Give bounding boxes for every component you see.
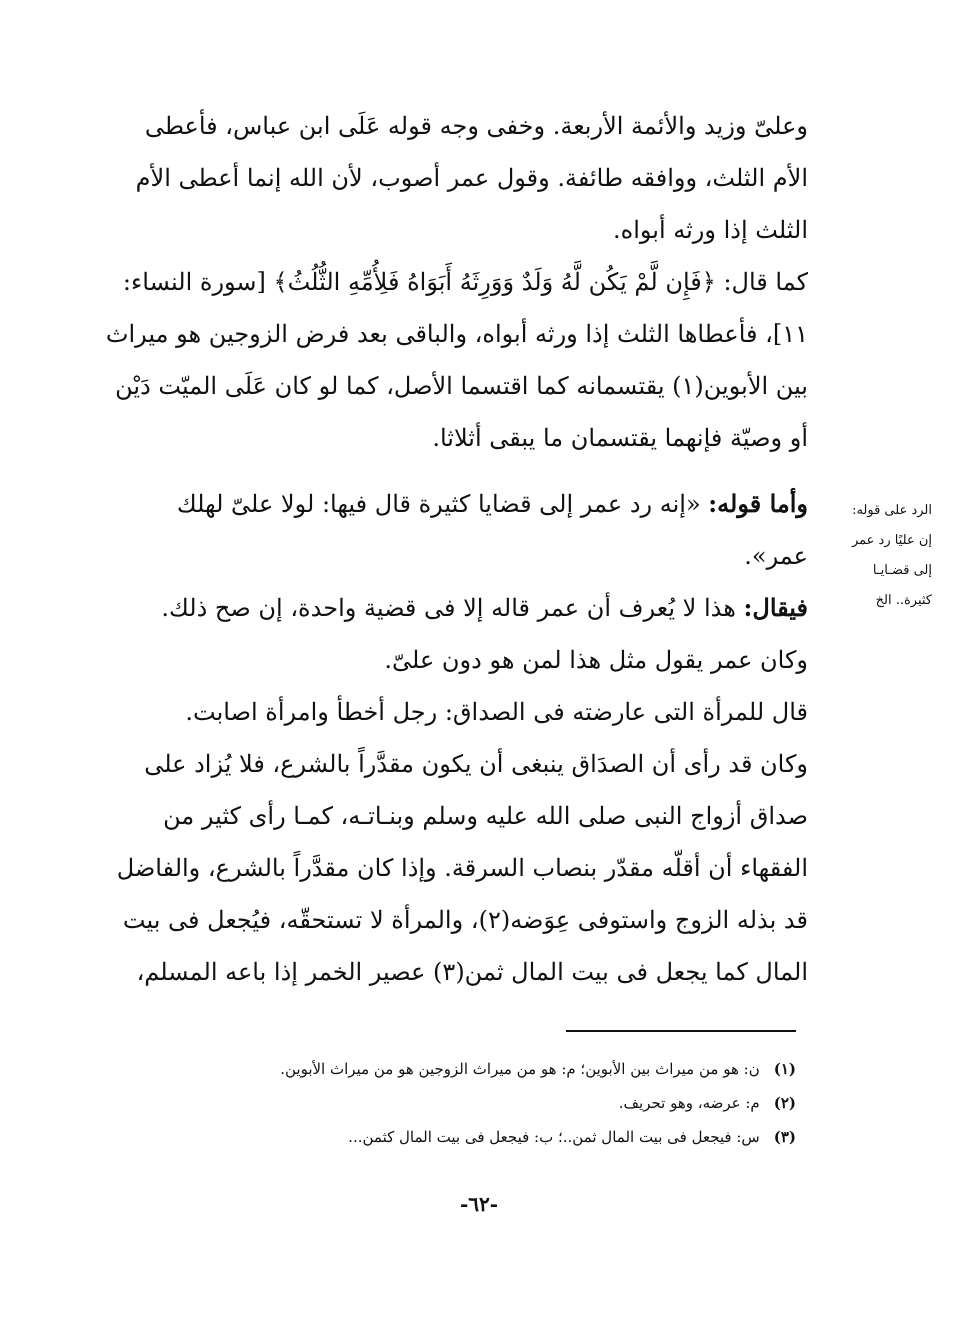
footnote-text: س: فيجعل فى بيت المال ثمن..؛ ب: فيجعل فى بيت المال كثمن...	[348, 1128, 760, 1146]
text-line: وكان عمر يقول مثل هذا لمن هو دون علىّ.	[384, 646, 808, 674]
paragraph-lead: فيقال:	[743, 593, 808, 622]
text-line: صداق أزواج النبى صلى الله عليه وسلم وبنـاتـه، كمـا رأى كثير من	[163, 802, 808, 830]
margin-note-line: إن عليًا رد عمر	[851, 533, 932, 548]
text-line: وعلىّ وزيد والأئمة الأربعة. وخفى وجه قوله عَلَى ابن عباس، فأعطى	[144, 112, 808, 140]
text-fragment: «إنه رد عمر إلى قضايا كثيرة قال فيها: لولا علىّ لهلك	[176, 490, 709, 518]
footnote-text: م: عرضه، وهو تحريف.	[618, 1094, 760, 1112]
footnote-number: (١)	[773, 1060, 796, 1078]
text-fragment: هذا لا يُعرف أن عمر قاله إلا فى قضية واحدة، إن صح ذلك.	[161, 594, 744, 622]
text-line: وكان قد رأى أن الصدَاق ينبغى أن يكون مقدَّراً بالشرع، فلا يُزاد على	[144, 750, 808, 778]
footnote	[120, 1086, 796, 1120]
text-line: الأم الثلث، ووافقه طائفة. وقول عمر أصوب، لأن الله إنما أعطى الأم	[135, 164, 808, 192]
footnote	[120, 1052, 796, 1086]
text-line	[100, 478, 808, 530]
text-line: قال للمرأة التى عارضته فى الصداق: رجل أخطأ وامرأة اصابت.	[185, 698, 808, 726]
footnote-text: ن: هو من ميراث بين الأبوين؛ م: هو من ميراث الزوجين هو من ميراث الأبوين.	[280, 1060, 760, 1078]
footnote-number: (٢)	[773, 1094, 796, 1112]
footnote-divider	[566, 1030, 796, 1032]
footnote-number: (٣)	[773, 1128, 796, 1146]
text-line: ١١]، فأعطاها الثلث إذا ورثه أبواه، والباقى بعد فرض الزوجين هو ميراث	[105, 320, 808, 348]
main-text	[100, 100, 808, 998]
margin-note	[822, 496, 932, 616]
text-line: الثلث إذا ورثه أبواه.	[613, 216, 808, 244]
text-line: كما قال: ﴿فَإِن لَّمْ يَكُن لَّهُ وَلَدٌ وَوَرِثَهُ أَبَوَاهُ فَلِأُمِّهِ الثُّلُثُ﴾ [سورة النساء:	[122, 268, 808, 296]
text-line: أو وصيّة فإنهما يقتسمان ما يبقى أثلاثا.	[432, 424, 808, 452]
margin-note-line: إلى قضـايـا	[872, 563, 932, 578]
footnotes	[120, 1052, 796, 1154]
page-number: -٦٢-	[459, 1192, 499, 1216]
text-line: الفقهاء أن أقلّه مقدّر بنصاب السرقة. وإذا كان مقدَّراً بالشرع، والفاضل	[116, 854, 808, 882]
text-line: عمر».	[744, 542, 808, 570]
footnote	[120, 1120, 796, 1154]
text-line: بين الأبوين(١) يقتسمانه كما اقتسما الأصل، كما لو كان عَلَى الميّت دَيْن	[115, 372, 808, 400]
margin-note-line: كثيرة.. الخ	[875, 593, 932, 608]
paragraph-lead: وأما قوله:	[708, 489, 808, 518]
text-line	[100, 582, 808, 634]
margin-note-line: الرد على قوله:	[852, 503, 932, 518]
text-line: المال كما يجعل فى بيت المال ثمن(٣) عصير الخمر إذا باعه المسلم،	[136, 958, 808, 986]
paragraph-gap	[100, 464, 808, 478]
text-line: قد بذله الزوج واستوفى عِوَضه(٢)، والمرأة لا تستحقّه، فيُجعل فى بيت	[122, 906, 808, 934]
